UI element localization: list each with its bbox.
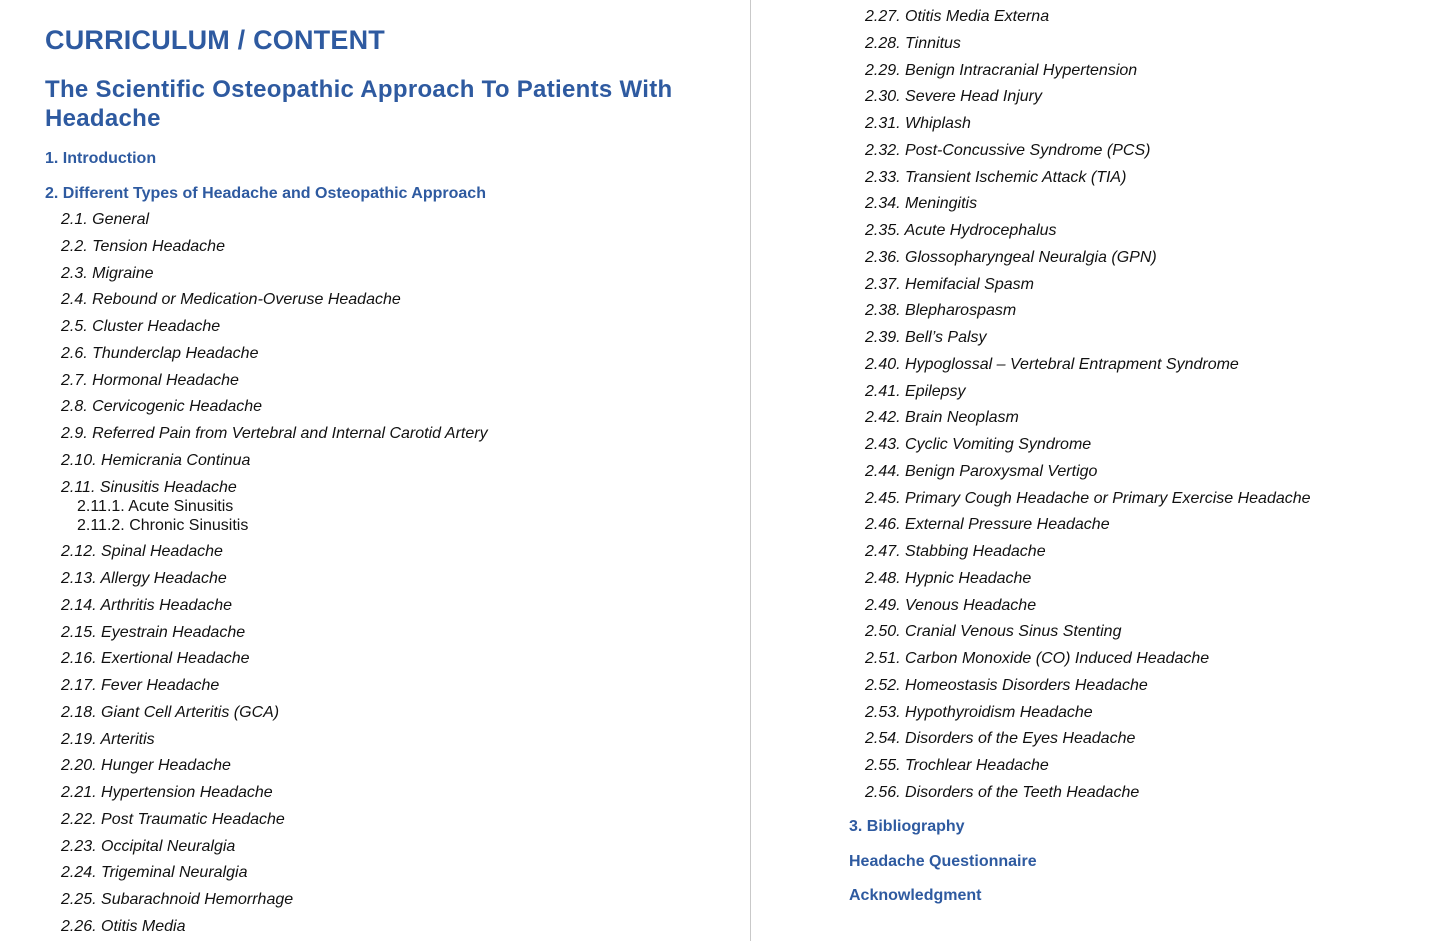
toc-item: 2.47. Stabbing Headache: [865, 543, 1046, 560]
toc-item: 2.36. Glossopharyngeal Neuralgia (GPN): [865, 248, 1157, 266]
section-acknowledgment: Acknowledgment: [849, 887, 982, 904]
toc-item: 2.52. Homeostasis Disorders Headache: [865, 676, 1148, 694]
toc-item: 2.39. Bell’s Palsy: [865, 329, 987, 346]
toc-item: 2.41. Epilepsy: [865, 382, 966, 400]
toc-item: 2.38. Blepharospasm: [865, 302, 1017, 320]
toc-item: 2.15. Eyestrain Headache: [61, 623, 246, 641]
toc-item: 2.11. Sinusitis Headache: [61, 478, 237, 496]
toc-item: 2.3. Migraine: [61, 264, 154, 282]
toc-item: 2.16. Exertional Headache: [61, 650, 250, 668]
toc-item: 2.56. Disorders of the Teeth Headache: [865, 783, 1140, 801]
toc-item: 2.12. Spinal Headache: [61, 543, 223, 561]
toc-item: 2.31. Whiplash: [865, 115, 971, 132]
toc-item: 2.21. Hypertension Headache: [61, 784, 273, 801]
toc-item: 2.33. Transient Ischemic Attack (TIA): [865, 168, 1127, 186]
section-headache-types: 2. Different Types of Headache and Osteopathic Approach: [45, 185, 486, 202]
toc-item: 2.23. Occipital Neuralgia: [61, 837, 236, 855]
toc-item: 2.44. Benign Paroxysmal Vertigo: [865, 462, 1098, 480]
toc-item: 2.6. Thunderclap Headache: [61, 344, 259, 362]
toc-item: 2.55. Trochlear Headache: [865, 757, 1049, 774]
course-title: The Scientific Osteopathic Approach To Patients With Headache: [45, 76, 673, 132]
toc-item: 2.2. Tension Headache: [61, 237, 225, 255]
toc-item: 2.53. Hypothyroidism Headache: [865, 703, 1093, 721]
toc-item: 2.34. Meningitis: [865, 195, 978, 213]
toc-item: 2.18. Giant Cell Arteritis (GCA): [61, 703, 280, 721]
toc-subitem: 2.11.2. Chronic Sinusitis: [77, 516, 249, 534]
toc-item: 2.48. Hypnic Headache: [865, 569, 1032, 587]
toc-item: 2.29. Benign Intracranial Hypertension: [865, 61, 1138, 79]
toc-item: 2.28. Tinnitus: [865, 34, 961, 52]
toc-subitem: 2.11.1. Acute Sinusitis: [77, 497, 234, 515]
toc-item: 2.14. Arthritis Headache: [61, 596, 233, 614]
toc-item: 2.4. Rebound or Medication-Overuse Headache: [61, 291, 401, 309]
toc-item: 2.19. Arteritis: [61, 730, 155, 748]
toc-item: 2.42. Brain Neoplasm: [865, 409, 1019, 427]
right-column: [752, 0, 1445, 941]
toc-item: 2.51. Carbon Monoxide (CO) Induced Headache: [865, 650, 1210, 667]
toc-item: 2.24. Trigeminal Neuralgia: [61, 864, 248, 882]
page-title: CURRICULUM / CONTENT: [45, 25, 385, 55]
toc-item: 2.26. Otitis Media: [61, 917, 186, 935]
toc-item: 2.5. Cluster Headache: [61, 318, 221, 335]
toc-item: 2.40. Hypoglossal – Vertebral Entrapment Syndrome: [865, 355, 1239, 373]
toc-item: 2.27. Otitis Media Externa: [865, 8, 1050, 25]
toc-item: 2.9. Referred Pain from Vertebral and Internal Carotid Artery: [61, 425, 488, 442]
toc-item: 2.49. Venous Headache: [865, 596, 1037, 614]
toc-item: 2.45. Primary Cough Headache or Primary Exercise Headache: [865, 489, 1311, 507]
toc-item: 2.32. Post-Concussive Syndrome (PCS): [865, 141, 1151, 159]
toc-item: 2.17. Fever Headache: [61, 677, 220, 694]
toc-item: 2.8. Cervicogenic Headache: [61, 398, 263, 416]
section-questionnaire: Headache Questionnaire: [849, 853, 1037, 870]
toc-item: 2.1. General: [61, 211, 150, 228]
toc-item: 2.20. Hunger Headache: [61, 757, 231, 775]
toc-item: 2.35. Acute Hydrocephalus: [865, 222, 1057, 239]
toc-item: 2.50. Cranial Venous Sinus Stenting: [865, 623, 1122, 641]
toc-item: 2.54. Disorders of the Eyes Headache: [865, 730, 1136, 748]
section-introduction: 1. Introduction: [45, 150, 157, 167]
toc-item: 2.22. Post Traumatic Headache: [61, 810, 285, 828]
toc-item: 2.25. Subarachnoid Hemorrhage: [61, 891, 294, 908]
section-bibliography: 3. Bibliography: [849, 818, 965, 835]
toc-item: 2.46. External Pressure Headache: [865, 516, 1110, 534]
toc-item: 2.37. Hemifacial Spasm: [865, 275, 1034, 293]
toc-item: 2.43. Cyclic Vomiting Syndrome: [865, 436, 1092, 453]
toc-item: 2.7. Hormonal Headache: [61, 371, 239, 389]
toc-item: 2.30. Severe Head Injury: [865, 88, 1042, 106]
toc-item: 2.10. Hemicrania Continua: [61, 451, 251, 469]
column-divider: [750, 0, 751, 941]
toc-item: 2.13. Allergy Headache: [61, 570, 227, 587]
